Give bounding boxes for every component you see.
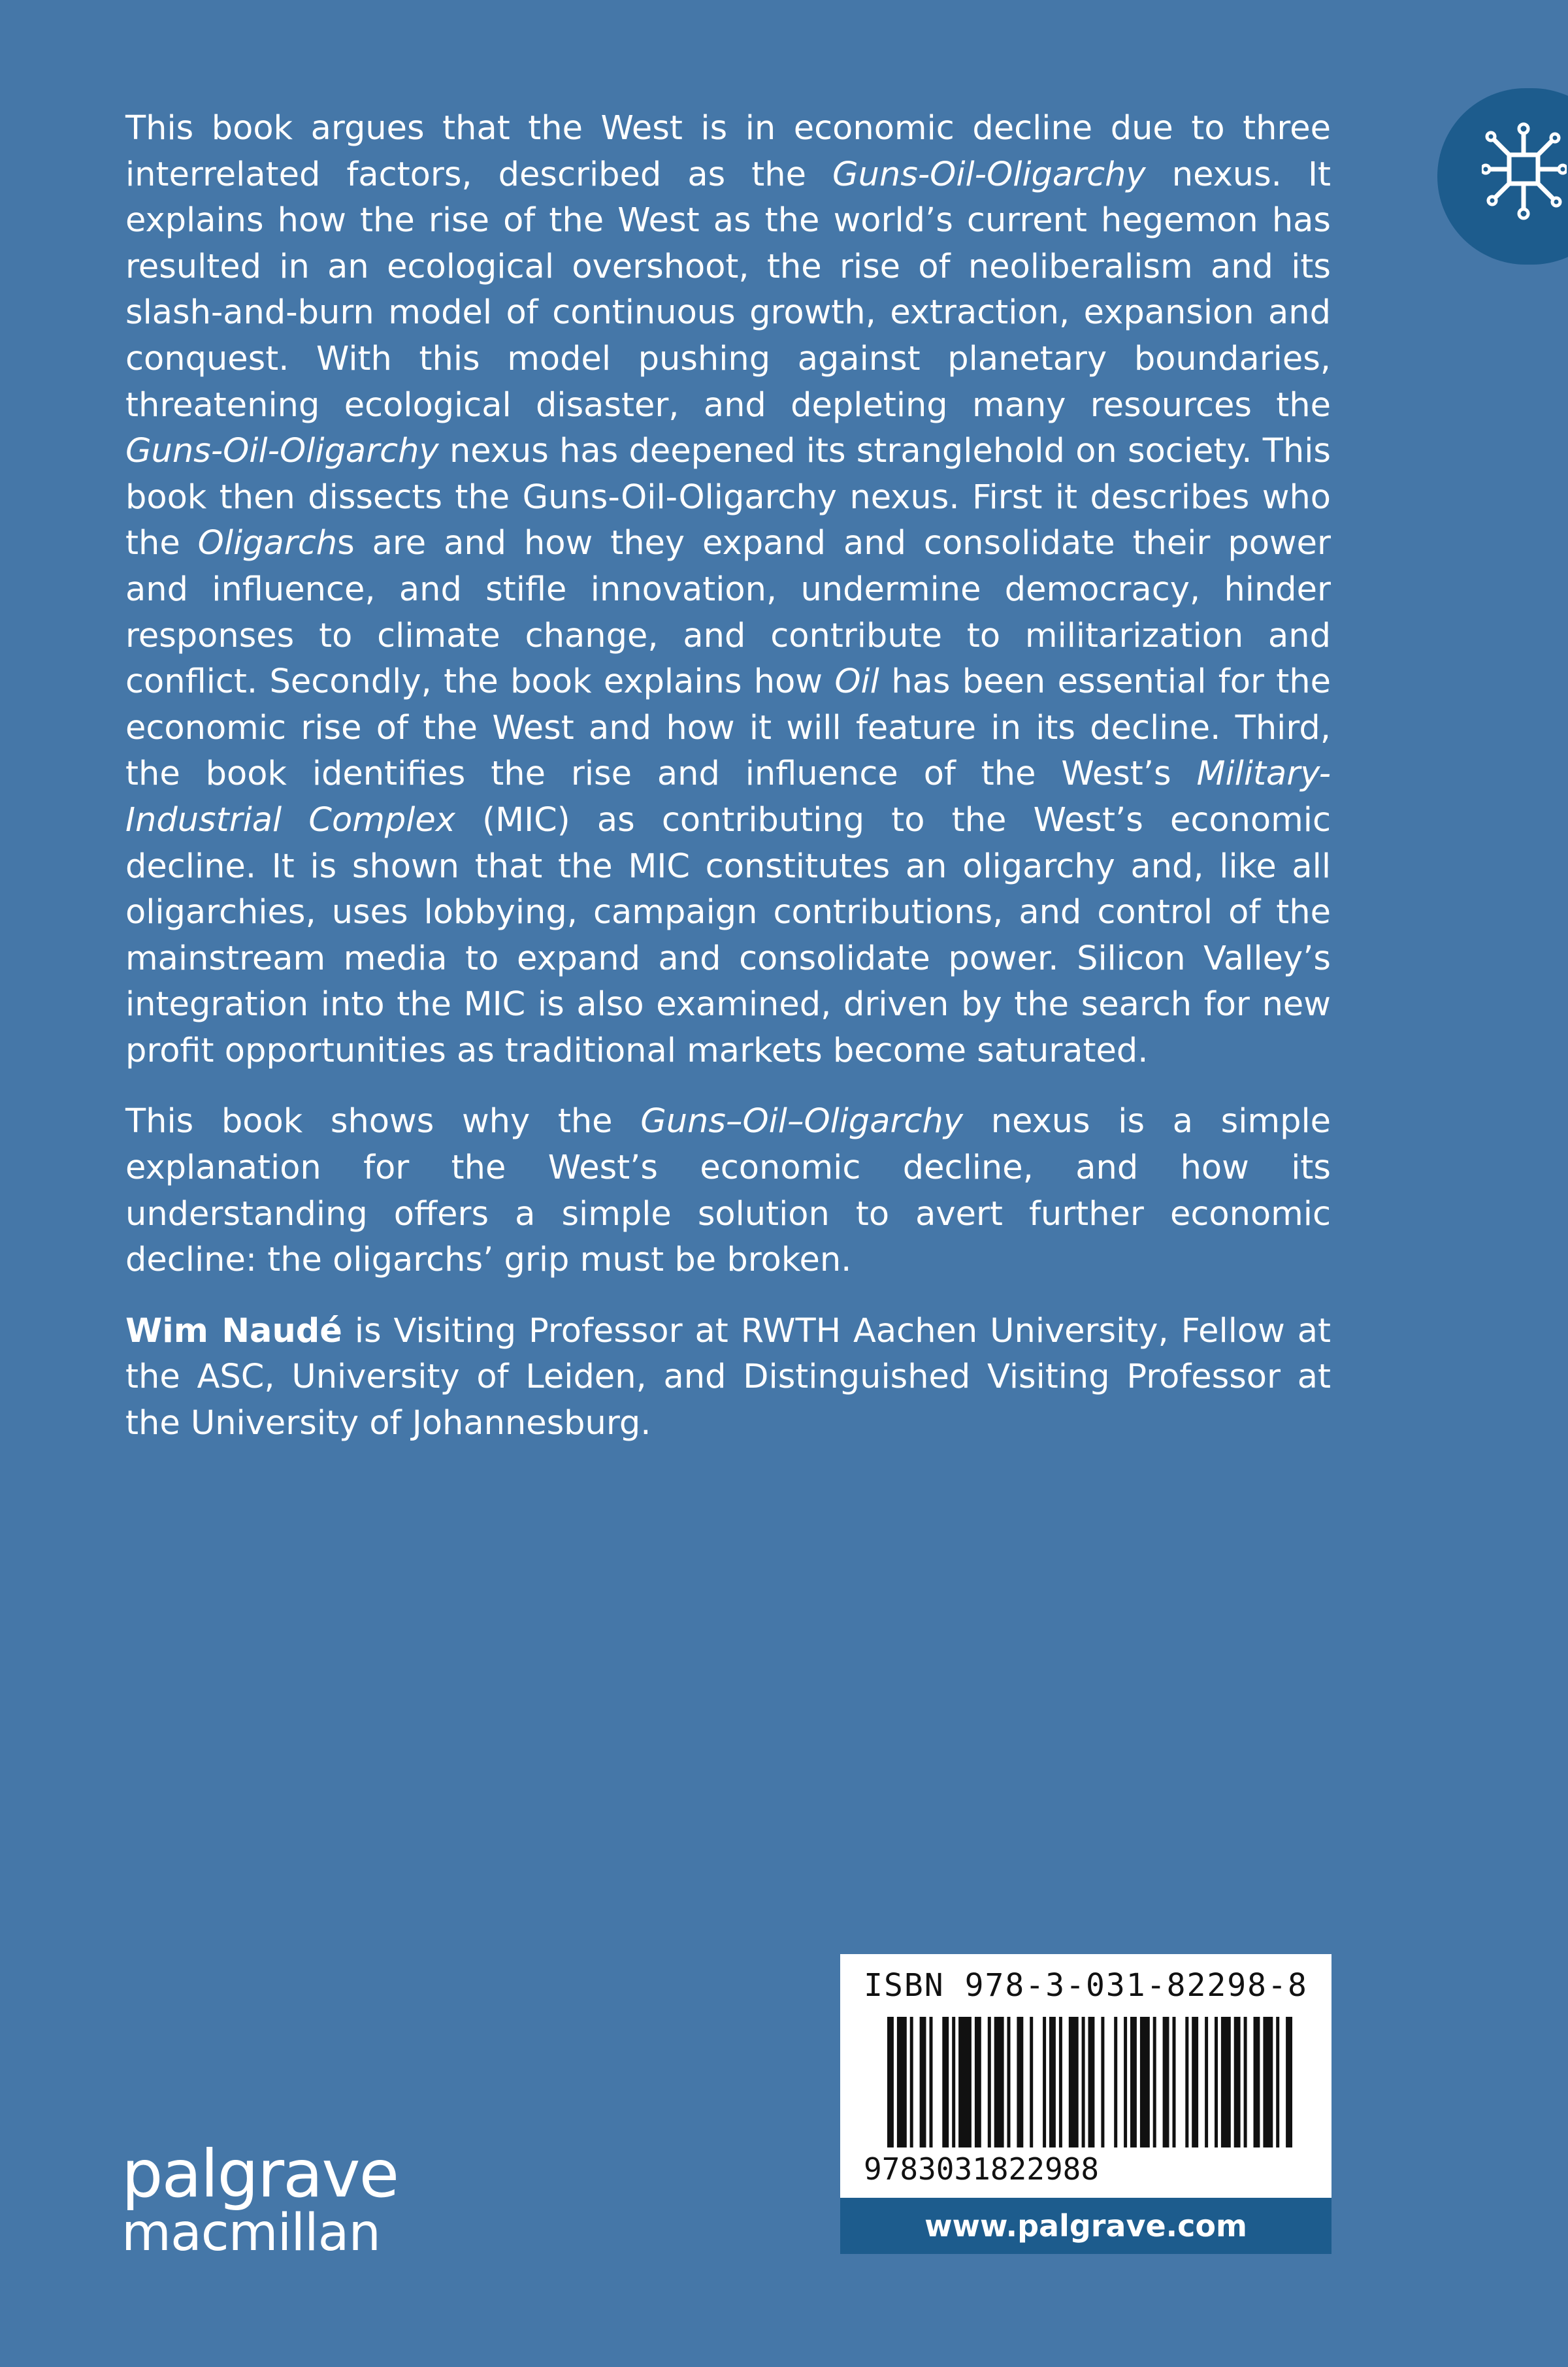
barcode <box>864 2017 1308 2183</box>
series-logo <box>1437 88 1568 265</box>
barcode-bar <box>1192 2017 1198 2147</box>
barcode-bar <box>1140 2017 1150 2147</box>
barcode-bar <box>897 2017 907 2147</box>
barcode-bar <box>1221 2017 1231 2147</box>
barcode-bar <box>1254 2017 1260 2147</box>
barcode-bar <box>942 2017 949 2147</box>
barcode-bar <box>1114 2017 1117 2147</box>
author-name: Wim Naudé <box>125 1311 342 1350</box>
barcode-bar <box>1234 2017 1241 2147</box>
barcode-bar <box>1043 2017 1046 2147</box>
barcode-bar <box>920 2017 926 2147</box>
barcode-bar <box>1205 2017 1208 2147</box>
author-bio: Wim Naudé is Visiting Professor at RWTH Aachen University, Fellow at the ASC, University of Leiden, and Distinguished Visiting Professor at the University of Johannesburg. <box>125 1311 1331 1443</box>
barcode-bar <box>1286 2017 1292 2147</box>
barcode-bar <box>1276 2017 1279 2147</box>
publisher-logo-line2: macmillan <box>122 2204 380 2262</box>
barcode-bar <box>1069 2017 1079 2147</box>
barcode-bar <box>1082 2017 1085 2147</box>
barcode-bar <box>952 2017 955 2147</box>
blurb <box>125 106 1331 1472</box>
barcode-bar <box>994 2017 1004 2147</box>
blurb-paragraph-1: This book argues that the West is in economic decline due to three interrelated factors, described as the Guns-Oil-Oligarchy nexus. It explains how the rise of the West as the world’s current hegemon has resulted in an ecological overshoot, the rise of neoliberalism and its slash-and-burn model of continuous growth, extraction, expansion and conquest. With this model pushing against planetary boundaries, threatening ecological disaster, and depleting many resources the Guns-Oil-Oligarchy nexus has deepened its stranglehold on society. This book then dissects the Guns-Oil-Oligarchy nexus. First it describes who the Oligarchs are and how they expand and consolidate their power and influence, and stifle innovation, undermine democracy, hinder responses to climate change, and contribute to militarization and conflict. Secondly, the book explains how Oil has been essential for the economic rise of the West and how it will feature in its decline. Third, the book identifies the rise and influence of the West’s Military-Industrial Complex (MIC) as contributing to the West’s economic decline. It is shown that the MIC constitutes an oligarchy and, like all oligarchies, uses lobbying, campaign contributions, and control of the mainstream media to expand and consolidate power. Silicon Valley’s integration into the MIC is also examined, driven by the search for new profit opportunities as traditional markets become saturated. <box>125 109 1331 1070</box>
barcode-bar <box>1059 2017 1062 2147</box>
isbn-label: ISBN 978-3-031-82298-8 <box>864 1967 1308 2004</box>
barcode-bar <box>1101 2017 1104 2147</box>
barcode-bar <box>1130 2017 1137 2147</box>
circuit-node-icon <box>1482 122 1567 220</box>
barcode-bar <box>1263 2017 1273 2147</box>
publisher-logo <box>122 2136 399 2262</box>
barcode-bar <box>1007 2017 1011 2147</box>
barcode-bar <box>975 2017 981 2147</box>
barcode-digits: 9783031822988 <box>864 2151 1100 2183</box>
barcode-bar <box>930 2017 933 2147</box>
publisher-logo-line1: palgrave <box>122 2136 399 2212</box>
barcode-bar <box>1049 2017 1056 2147</box>
barcode-bar <box>1017 2017 1023 2147</box>
barcode-bar <box>958 2017 972 2147</box>
barcode-bar <box>1088 2017 1095 2147</box>
barcode-bar <box>1030 2017 1033 2147</box>
publisher-url: www.palgrave.com <box>840 2198 1331 2254</box>
barcode-bar <box>1173 2017 1176 2147</box>
barcode-bar <box>1163 2017 1169 2147</box>
barcode-bar <box>1153 2017 1156 2147</box>
barcode-bar <box>1124 2017 1127 2147</box>
blurb-paragraph-2: This book shows why the Guns–Oil–Oligarchy nexus is a simple explanation for the West’s economic decline, and how its understanding offers a simple solution to avert further economic decline: the oligarchs’ grip must be broken. <box>125 1102 1331 1280</box>
barcode-bar <box>910 2017 913 2147</box>
barcode-bar <box>887 2017 894 2147</box>
barcode-bar <box>988 2017 991 2147</box>
barcode-bar <box>1185 2017 1188 2147</box>
barcode-bar <box>1215 2017 1218 2147</box>
barcode-bar <box>1244 2017 1247 2147</box>
